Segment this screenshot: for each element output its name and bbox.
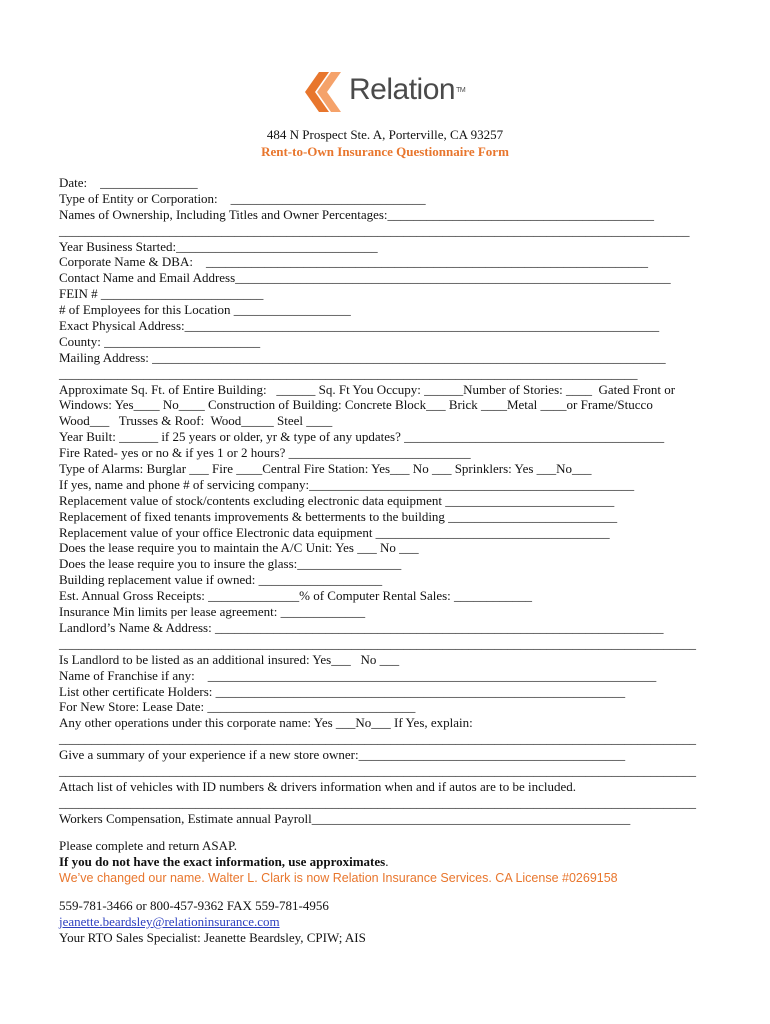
questionnaire-form: [59, 175, 749, 827]
form-title: Rent-to-Own Insurance Questionnaire Form: [261, 144, 509, 159]
form-line[interactable]: County: ________________________: [59, 333, 261, 349]
form-line[interactable]: __________________________________________________________________________________________________: [59, 794, 696, 810]
form-line[interactable]: Does the lease require you to maintain the A/C Unit: Yes ___ No ___: [59, 540, 419, 556]
form-line[interactable]: __________________________________________________________________________________________________: [59, 635, 696, 651]
form-line[interactable]: Date: _______________: [59, 175, 198, 190]
form-line[interactable]: Names of Ownership, Including Titles and Owner Percentages:_________________________________________: [59, 206, 655, 222]
form-line[interactable]: Any other operations under this corporate name: Yes ___No___ If Yes, explain:: [59, 715, 473, 731]
form-line[interactable]: Type of Alarms: Burglar ___ Fire ____Central Fire Station: Yes___ No ___ Sprinklers: Yes ___No___: [59, 461, 592, 477]
relation-logo-icon: [305, 70, 345, 114]
form-line[interactable]: Insurance Min limits per lease agreement: _____________: [59, 604, 366, 620]
form-line[interactable]: Does the lease require you to insure the glass:________________: [59, 556, 402, 572]
form-line[interactable]: # of Employees for this Location __________________: [59, 302, 351, 318]
form-line[interactable]: If yes, name and phone # of servicing company:__________________________________________________: [59, 476, 635, 492]
form-line[interactable]: Corporate Name & DBA: ____________________________________________________________________: [59, 254, 648, 270]
form-line[interactable]: Building replacement value if owned: ___________________: [59, 572, 383, 588]
form-line[interactable]: Windows: Yes____ No____ Construction of Building: Concrete Block___ Brick ____Metal ____or Frame/Stucco: [59, 397, 653, 413]
name-change-notice: We’ve changed our name. Walter L. Clark is now Relation Insurance Services. CA License #0269158: [59, 871, 618, 885]
form-line[interactable]: Replacement value of your office Electronic data equipment ____________________________________: [59, 524, 610, 540]
approximate-note: If you do not have the exact information, use approximates.: [59, 854, 389, 869]
form-line[interactable]: Year Business Started:_______________________________: [59, 238, 378, 254]
form-line[interactable]: List other certificate Holders: _______________________________________________________________: [59, 683, 626, 699]
form-line[interactable]: _________________________________________________________________________________________________: [59, 222, 690, 238]
form-line[interactable]: Name of Franchise if any: _____________________________________________________________________: [59, 667, 657, 683]
form-line[interactable]: Workers Compensation, Estimate annual Payroll_________________________________________________: [59, 810, 631, 826]
email-link[interactable]: jeanette.beardsley@relationinsurance.com: [59, 914, 280, 929]
form-line[interactable]: _________________________________________________________________________________________: [59, 365, 638, 381]
form-line[interactable]: Est. Annual Gross Receipts: ______________% of Computer Rental Sales: ____________: [59, 588, 533, 604]
form-line[interactable]: Year Built: ______ if 25 years or older, yr & type of any updates? ________________________________________: [59, 429, 665, 445]
form-line[interactable]: Fire Rated- yes or no & if yes 1 or 2 hours? ____________________________: [59, 445, 471, 461]
form-line[interactable]: Approximate Sq. Ft. of Entire Building: ______ Sq. Ft You Occupy: ______Number of Stories: ____ Gated Front or: [59, 381, 676, 397]
relation-logo: [305, 70, 475, 116]
form-line[interactable]: Replacement value of stock/contents excluding electronic data equipment __________________________: [59, 492, 615, 508]
form-line[interactable]: Is Landlord to be listed as an additional insured: Yes___ No ___: [59, 651, 400, 667]
form-line[interactable]: For New Store: Lease Date: ________________________________: [59, 699, 416, 715]
form-line[interactable]: Mailing Address: _______________________________________________________________________________: [59, 349, 666, 365]
form-line[interactable]: Type of Entity or Corporation: ______________________________: [59, 190, 426, 206]
form-line[interactable]: Give a summary of your experience if a new store owner:_________________________________________: [59, 747, 626, 763]
phone-numbers: 559-781-3466 or 800-457-9362 FAX 559-781-4956: [59, 898, 329, 913]
form-line[interactable]: FEIN # _________________________: [59, 286, 264, 302]
company-address: 484 N Prospect Ste. A, Porterville, CA 93257: [266, 127, 504, 142]
form-line[interactable]: Replacement of fixed tenants improvements & betterments to the building __________________________: [59, 508, 618, 524]
footer: [59, 838, 749, 946]
form-line[interactable]: Attach list of vehicles with ID numbers & drivers information when and if autos are to be included.: [59, 778, 576, 794]
form-line[interactable]: Exact Physical Address:_________________________________________________________________________: [59, 318, 660, 334]
form-line[interactable]: Contact Name and Email Address___________________________________________________________________: [59, 270, 671, 286]
sales-specialist: Your RTO Sales Specialist: Jeanette Beardsley, CPIW; AIS: [59, 930, 366, 945]
instruction-text: Please complete and return ASAP.: [59, 838, 237, 853]
form-line[interactable]: Landlord’s Name & Address: _____________________________________________________________________: [59, 619, 664, 635]
logo-brand-text: Relation™: [349, 73, 466, 106]
form-line[interactable]: Wood___ Trusses & Roof: Wood_____ Steel ____: [59, 413, 333, 429]
form-line[interactable]: __________________________________________________________________________________________________: [59, 731, 696, 747]
form-line[interactable]: __________________________________________________________________________________________________: [59, 762, 696, 778]
